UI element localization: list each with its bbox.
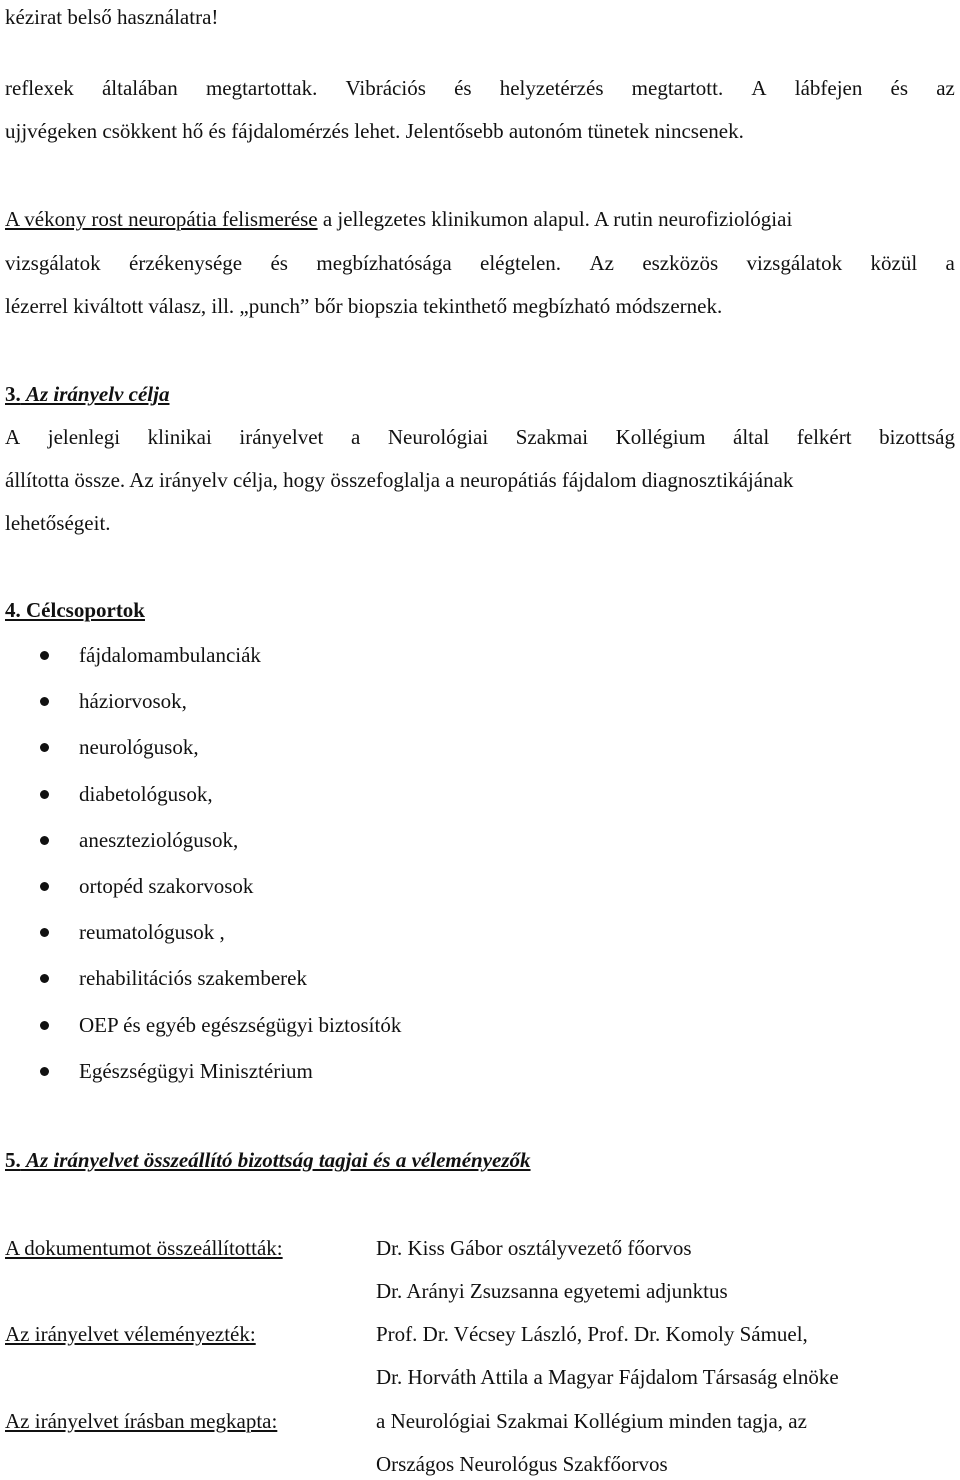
- list-item-label: rehabilitációs szakemberek: [79, 966, 307, 991]
- paragraph-1-word: Vibrációs: [345, 76, 426, 100]
- list-item-label: fájdalomambulanciák: [79, 643, 261, 667]
- bullet-icon: [40, 651, 49, 660]
- paragraph-1-word: reflexek: [5, 76, 74, 100]
- section-3-word: jelenlegi: [47, 425, 121, 449]
- list-item: [0, 1058, 900, 1084]
- paragraph-2-line-3: lézerrel kiváltott válasz, ill. „punch” bőr biopszia tekinthető megbízható módszernek.: [5, 294, 723, 318]
- bullet-icon: [40, 697, 49, 706]
- committee-row-label: Az irányelvet írásban megkapta:: [5, 1409, 278, 1433]
- section-3-word: a: [350, 425, 361, 449]
- list-item: [0, 873, 900, 899]
- paragraph-1-word: és: [454, 76, 472, 100]
- bullet-icon: [40, 743, 49, 752]
- paragraph-2-line-1-rest: a jellegzetes klinikumon alapul. A rutin neurofiziológiai: [317, 207, 793, 231]
- list-item: [0, 688, 900, 714]
- list-item: [0, 827, 900, 853]
- list-item: [0, 642, 900, 668]
- section-3-title: Az irányelv célja: [26, 382, 170, 406]
- paragraph-2-word: megbízhatósága: [316, 251, 452, 275]
- section-3-word: által: [733, 425, 770, 449]
- paragraph-1-line-2: ujjvégeken csökkent hő és fájdalomérzés lehet. Jelentősebb autonóm tünetek nincsenek.: [5, 119, 744, 143]
- paragraph-2-line-1: [5, 206, 792, 232]
- committee-row-value: Prof. Dr. Vécsey László, Prof. Dr. Komoly Sámuel,: [376, 1322, 808, 1346]
- paragraph-1-word: általában: [101, 76, 178, 100]
- bullet-icon: [40, 974, 49, 983]
- list-item-label: diabetológusok,: [79, 781, 213, 806]
- paragraph-1-word: lábfejen: [794, 76, 863, 100]
- section-3-word: Szakmai: [515, 425, 589, 449]
- list-item-label: neurológusok,: [79, 735, 199, 760]
- paragraph-1-word: megtartottak.: [205, 76, 318, 100]
- list-item: [0, 781, 900, 807]
- underlined-phrase: A vékony rost neuropátia felismerése: [5, 207, 318, 231]
- list-item: [0, 919, 900, 945]
- paragraph-1-word: és: [890, 76, 909, 100]
- committee-row-label: A dokumentumot összeállították:: [5, 1236, 283, 1260]
- list-item: [0, 734, 900, 760]
- section-3-word: Neurológiai: [387, 425, 489, 449]
- paragraph-1-word: A: [751, 76, 767, 100]
- list-item-label: aneszteziológusok,: [79, 827, 239, 852]
- section-5-title: Az irányelvet összeállító bizottság tagjai és a véleményezők: [26, 1148, 531, 1172]
- section-3-number: 3.: [5, 382, 21, 406]
- paragraph-2-word: közül: [870, 251, 918, 275]
- list-item-label: OEP és egyéb egészségügyi biztosítók: [79, 1012, 402, 1037]
- bullet-icon: [40, 790, 49, 799]
- section-3-line-2: állította össze. Az irányelv célja, hogy összefoglalja a neuropátiás fájdalom diagnosztikájának: [5, 468, 794, 492]
- section-5-number: 5.: [5, 1148, 21, 1172]
- section-3-word: irányelvet: [239, 425, 324, 449]
- paragraph-2-word: eszközös: [642, 251, 719, 275]
- paragraph-2-word: elégtelen.: [480, 251, 562, 275]
- section-3-line-1: [5, 424, 955, 450]
- committee-row-value: Dr. Kiss Gábor osztályvezető főorvos: [376, 1236, 692, 1260]
- paragraph-2-word: érzékenysége: [129, 251, 243, 275]
- bullet-icon: [40, 928, 49, 937]
- bullet-icon: [40, 1067, 49, 1076]
- committee-row-value: Dr. Arányi Zsuzsanna egyetemi adjunktus: [376, 1279, 728, 1304]
- paragraph-1-line-1: [5, 75, 955, 101]
- bullet-icon: [40, 882, 49, 891]
- section-4-heading: 4. Célcsoportok: [5, 598, 145, 622]
- paragraph-2-word: Az: [589, 251, 614, 275]
- list-item-label: ortopéd szakorvosok: [79, 874, 254, 898]
- bullet-icon: [40, 836, 49, 845]
- paragraph-1-word: helyzetérzés: [499, 76, 604, 100]
- section-3-word: bizottság: [879, 425, 955, 449]
- list-item-label: reumatológusok ,: [79, 920, 225, 945]
- section-3-word: felkért: [796, 425, 852, 449]
- paragraph-1-word: megtartott.: [631, 76, 724, 100]
- list-item-label: háziorvosok,: [79, 689, 187, 714]
- section-3-heading: [5, 381, 169, 407]
- document-header: kézirat belső használatra!: [5, 5, 219, 29]
- committee-row-value: a Neurológiai Szakmai Kollégium minden tagja, az: [376, 1409, 807, 1433]
- list-item: [0, 1012, 900, 1038]
- bullet-icon: [40, 1021, 49, 1030]
- committee-row-value: Országos Neurológus Szakfőorvos: [376, 1452, 668, 1477]
- section-3-word: A: [5, 425, 21, 449]
- section-5-heading: [5, 1147, 531, 1173]
- section-3-line-3: lehetőségeit.: [5, 511, 111, 535]
- list-item-label: Egészségügyi Minisztérium: [79, 1058, 313, 1083]
- committee-row-label: Az irányelvet véleményezték:: [5, 1322, 256, 1346]
- paragraph-2-word: és: [270, 251, 288, 275]
- paragraph-1-word: az: [936, 76, 955, 100]
- committee-row-value: Dr. Horváth Attila a Magyar Fájdalom Társaság elnöke: [376, 1365, 839, 1390]
- section-3-word: Kollégium: [615, 425, 706, 449]
- paragraph-2-word: vizsgálatok: [746, 251, 843, 275]
- section-3-word: klinikai: [147, 425, 212, 449]
- list-item: [0, 965, 900, 991]
- paragraph-2-word: vizsgálatok: [5, 251, 101, 275]
- paragraph-2-line-2: [5, 250, 955, 276]
- paragraph-2-word: a: [945, 251, 955, 275]
